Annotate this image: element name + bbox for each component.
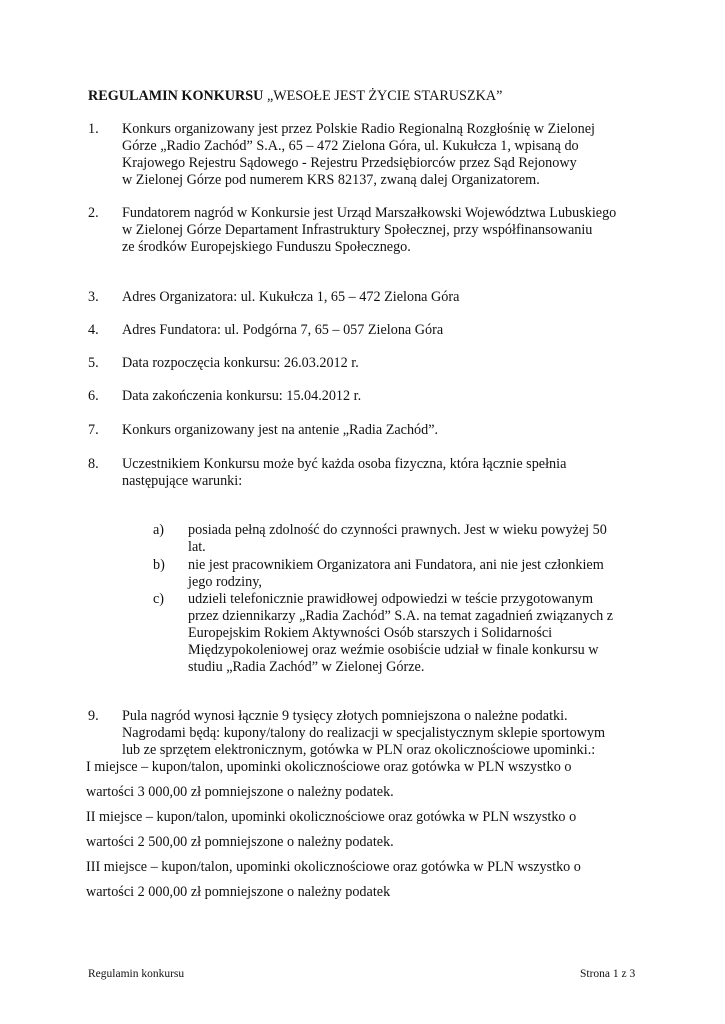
item-line: Krajowego Rejestru Sądowego - Rejestru Przedsiębiorców przez Sąd Rejonowy bbox=[122, 155, 577, 171]
item-number: 9. bbox=[88, 708, 99, 724]
item-line: Adres Organizatora: ul. Kukułcza 1, 65 – 472 Zielona Góra bbox=[122, 289, 460, 305]
title-rest: „WESOŁE JEST ŻYCIE STARUSZKA” bbox=[263, 88, 503, 104]
sub-item-line: posiada pełną zdolność do czynności prawnych. Jest w wieku powyżej 50 bbox=[188, 522, 607, 538]
sub-item-letter: b) bbox=[153, 557, 165, 573]
item-number: 8. bbox=[88, 456, 99, 472]
item-number: 5. bbox=[88, 355, 99, 371]
item-number: 2. bbox=[88, 205, 99, 221]
item-line: Fundatorem nagród w Konkursie jest Urząd Marszałkowski Województwa Lubuskiego bbox=[122, 205, 617, 221]
prize-line: wartości 2 500,00 zł pomniejszone o należny podatek. bbox=[86, 834, 394, 850]
item-number: 6. bbox=[88, 388, 99, 404]
document-title bbox=[88, 88, 502, 105]
item-number: 4. bbox=[88, 322, 99, 338]
item-number: 3. bbox=[88, 289, 99, 305]
item-line: Pula nagród wynosi łącznie 9 tysięcy złotych pomniejszona o należne podatki. bbox=[122, 708, 568, 724]
prize-line: III miejsce – kupon/talon, upominki okolicznościowe oraz gotówka w PLN wszystko o bbox=[86, 859, 581, 875]
sub-item-line: jego rodziny, bbox=[188, 574, 262, 590]
page-number: Strona 1 z 3 bbox=[580, 968, 636, 980]
sub-item-line: udzieli telefonicznie prawidłowej odpowiedzi w teście przygotowanym bbox=[188, 591, 593, 607]
sub-item-letter: a) bbox=[153, 522, 165, 538]
sub-item-line: nie jest pracownikiem Organizatora ani Fundatora, ani nie jest członkiem bbox=[188, 557, 604, 573]
item-number: 7. bbox=[88, 422, 99, 438]
item-line: Adres Fundatora: ul. Podgórna 7, 65 – 057 Zielona Góra bbox=[122, 322, 444, 338]
item-line: Data zakończenia konkursu: 15.04.2012 r. bbox=[122, 388, 362, 404]
item-line: w Zielonej Górze pod numerem KRS 82137, zwaną dalej Organizatorem. bbox=[122, 172, 540, 188]
item-line: Uczestnikiem Konkursu może być każda osoba fizyczna, która łącznie spełnia bbox=[122, 456, 567, 472]
sub-item-line: studiu „Radia Zachód” w Zielonej Górze. bbox=[188, 659, 425, 675]
sub-item-line: Europejskim Rokiem Aktywności Osób starszych i Solidarności bbox=[188, 625, 553, 641]
item-line: Nagrodami będą: kupony/talony do realizacji w specjalistycznym sklepie sportowym bbox=[122, 725, 606, 741]
prize-line: II miejsce – kupon/talon, upominki okolicznościowe oraz gotówka w PLN wszystko o bbox=[86, 809, 577, 825]
sub-item-line: przez dziennikarzy „Radia Zachód” S.A. na temat zagadnień związanych z bbox=[188, 608, 614, 624]
prize-line: wartości 2 000,00 zł pomniejszone o należny podatek bbox=[86, 884, 391, 900]
item-line: następujące warunki: bbox=[122, 473, 243, 489]
item-line: Data rozpoczęcia konkursu: 26.03.2012 r. bbox=[122, 355, 359, 371]
prize-line: I miejsce – kupon/talon, upominki okolicznościowe oraz gotówka w PLN wszystko o bbox=[86, 759, 572, 775]
footer-title: Regulamin konkursu bbox=[88, 968, 185, 980]
item-line: w Zielonej Górze Departament Infrastruktury Społecznej, przy współfinansowaniu bbox=[122, 222, 593, 238]
sub-item-letter: c) bbox=[153, 591, 165, 607]
title-bold: REGULAMIN KONKURSU bbox=[88, 88, 264, 104]
item-line: lub ze sprzętem elektronicznym, gotówka w PLN oraz okolicznościowe upominki.: bbox=[122, 742, 596, 758]
item-line: Górze „Radio Zachód” S.A., 65 – 472 Zielona Góra, ul. Kukułcza 1, wpisaną do bbox=[122, 138, 579, 154]
item-line: Konkurs organizowany jest na antenie „Radia Zachód”. bbox=[122, 422, 439, 438]
item-line: Konkurs organizowany jest przez Polskie Radio Regionalną Rozgłośnię w Zielonej bbox=[122, 121, 595, 137]
sub-item-line: lat. bbox=[188, 539, 206, 555]
item-line: ze środków Europejskiego Funduszu Społecznego. bbox=[122, 239, 411, 255]
sub-item-line: Międzypokoleniowej oraz weźmie osobiście udział w finale konkursu w bbox=[188, 642, 599, 658]
item-number: 1. bbox=[88, 121, 99, 137]
prize-line: wartości 3 000,00 zł pomniejszone o należny podatek. bbox=[86, 784, 394, 800]
